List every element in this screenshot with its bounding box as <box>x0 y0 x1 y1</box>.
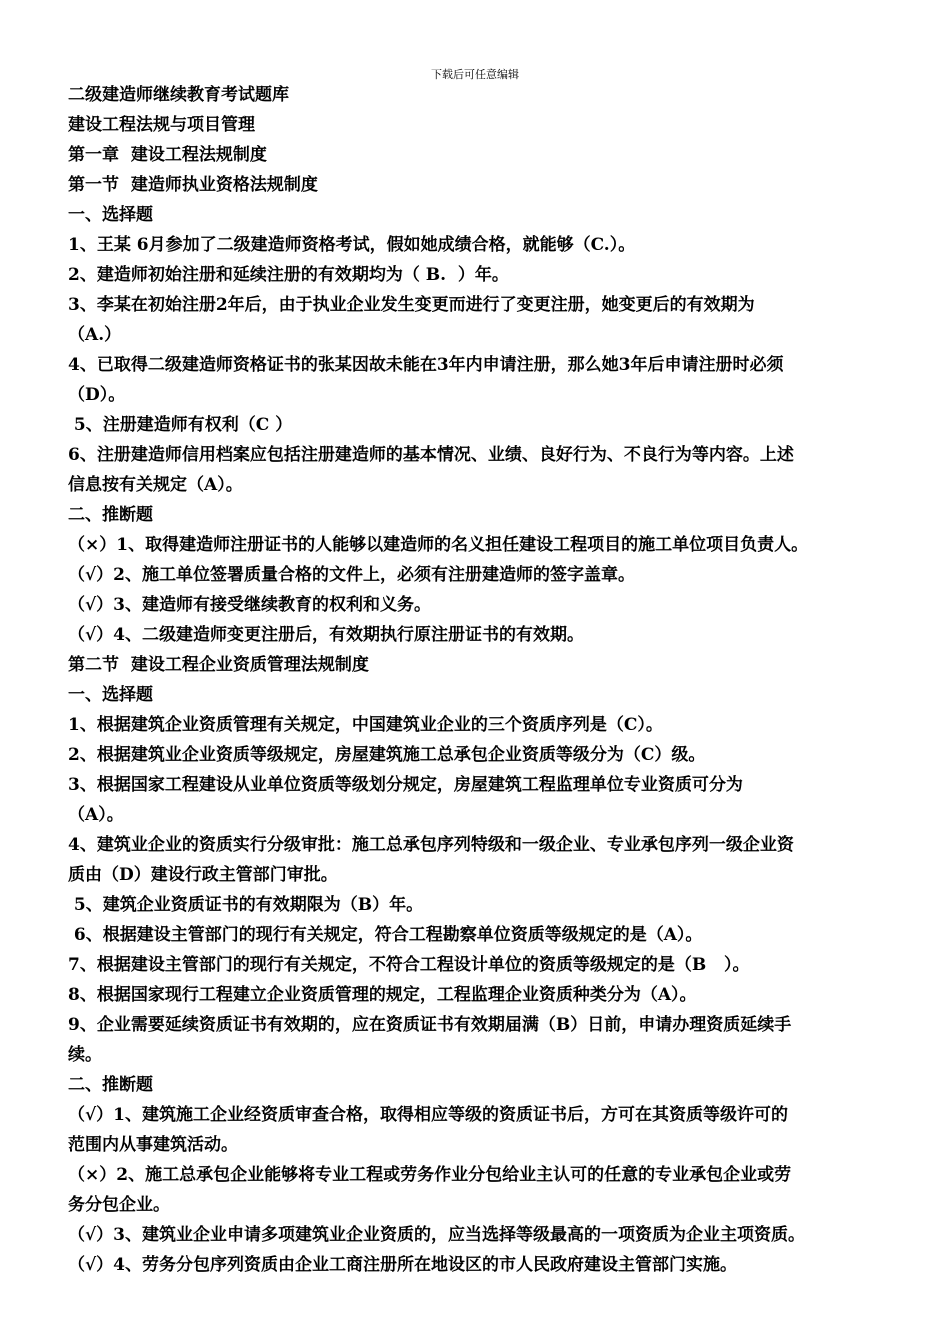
text-line: 9、企业需要延续资质证书有效期的，应在资质证书有效期届满（B）日前，申请办理资质延续手 <box>68 1015 792 1035</box>
text-line: （√）3、建筑业企业申请多项建筑业企业资质的，应当选择等级最高的一项资质为企业主项资质。 <box>68 1225 805 1245</box>
text-line: 第二节 建设工程企业资质管理法规制度 <box>68 655 369 675</box>
text-line: 一、选择题 <box>68 685 153 705</box>
text-line: 二级建造师继续教育考试题库 <box>68 85 289 105</box>
text-line: 5、注册建造师有权利（C ） <box>68 415 293 435</box>
text-line: （√）2、施工单位签署质量合格的文件上，必须有注册建造师的签字盖章。 <box>68 565 635 585</box>
text-line: （√）3、建造师有接受继续教育的权利和义务。 <box>68 595 432 615</box>
text-line: 4、已取得二级建造师资格证书的张某因故未能在3年内申请注册，那么她3年后申请注册时必须 <box>68 355 784 375</box>
text-line: 5、建筑企业资质证书的有效期限为（B）年。 <box>68 895 424 915</box>
text-line: 4、建筑业企业的资质实行分级审批：施工总承包序列特级和一级企业、专业承包序列一级企业资 <box>68 835 794 855</box>
text-line: 范围内从事建筑活动。 <box>68 1135 238 1155</box>
document-body <box>68 80 898 1280</box>
text-line: （×）2、施工总承包企业能够将专业工程或劳务作业分包给业主认可的任意的专业承包企业或劳 <box>68 1165 792 1185</box>
text-line: 续。 <box>68 1045 102 1065</box>
page-header: 下载后可任意编辑 <box>431 68 519 81</box>
text-line: （A）。 <box>68 805 124 825</box>
text-line: 7、根据建设主管部门的现行有关规定，不符合工程设计单位的资质等级规定的是（B ）。 <box>68 955 750 975</box>
text-line: 质由（D）建设行政主管部门审批。 <box>68 865 338 885</box>
text-line: 6、注册建造师信用档案应包括注册建造师的基本情况、业绩、良好行为、不良行为等内容。上述 <box>68 445 794 465</box>
text-line: （×）1、取得建造师注册证书的人能够以建造师的名义担任建设工程项目的施工单位项目负责人。 <box>68 535 809 555</box>
text-line: （√）4、二级建造师变更注册后，有效期执行原注册证书的有效期。 <box>68 625 585 645</box>
text-line: 二、推断题 <box>68 1075 153 1095</box>
text-line: 2、根据建筑业企业资质等级规定，房屋建筑施工总承包企业资质等级分为（C）级。 <box>68 745 706 765</box>
text-line: 第一章 建设工程法规制度 <box>68 145 267 165</box>
text-line: 1、根据建筑企业资质管理有关规定，中国建筑业企业的三个资质序列是（C）。 <box>68 715 663 735</box>
text-line: （D）。 <box>68 385 126 405</box>
text-line: 二、推断题 <box>68 505 153 525</box>
text-line: 8、根据国家现行工程建立企业资质管理的规定，工程监理企业资质种类分为（A）。 <box>68 985 697 1005</box>
text-line: 1、王某 6月参加了二级建造师资格考试，假如她成绩合格，就能够（C.）。 <box>68 235 636 255</box>
text-line: 3、根据国家工程建设从业单位资质等级划分规定，房屋建筑工程监理单位专业资质可分为 <box>68 775 743 795</box>
text-line: （√）1、建筑施工企业经资质审查合格，取得相应等级的资质证书后，方可在其资质等级许可的 <box>68 1105 788 1125</box>
text-line: 建设工程法规与项目管理 <box>68 115 255 135</box>
text-line: 6、根据建设主管部门的现行有关规定，符合工程勘察单位资质等级规定的是（A）。 <box>68 925 703 945</box>
text-line: 一、选择题 <box>68 205 153 225</box>
text-line: （√）4、劳务分包序列资质由企业工商注册所在地设区的市人民政府建设主管部门实施。 <box>68 1255 737 1275</box>
text-line: 信息按有关规定（A）。 <box>68 475 243 495</box>
text-line: （A.） <box>68 325 122 345</box>
text-line: 3、李某在初始注册2年后，由于执业企业发生变更而进行了变更注册，她变更后的有效期为 <box>68 295 755 315</box>
text-line: 第一节 建造师执业资格法规制度 <box>68 175 318 195</box>
text-line: 2、建造师初始注册和延续注册的有效期均为（ B. ）年。 <box>68 265 509 285</box>
text-line: 务分包企业。 <box>68 1195 170 1215</box>
